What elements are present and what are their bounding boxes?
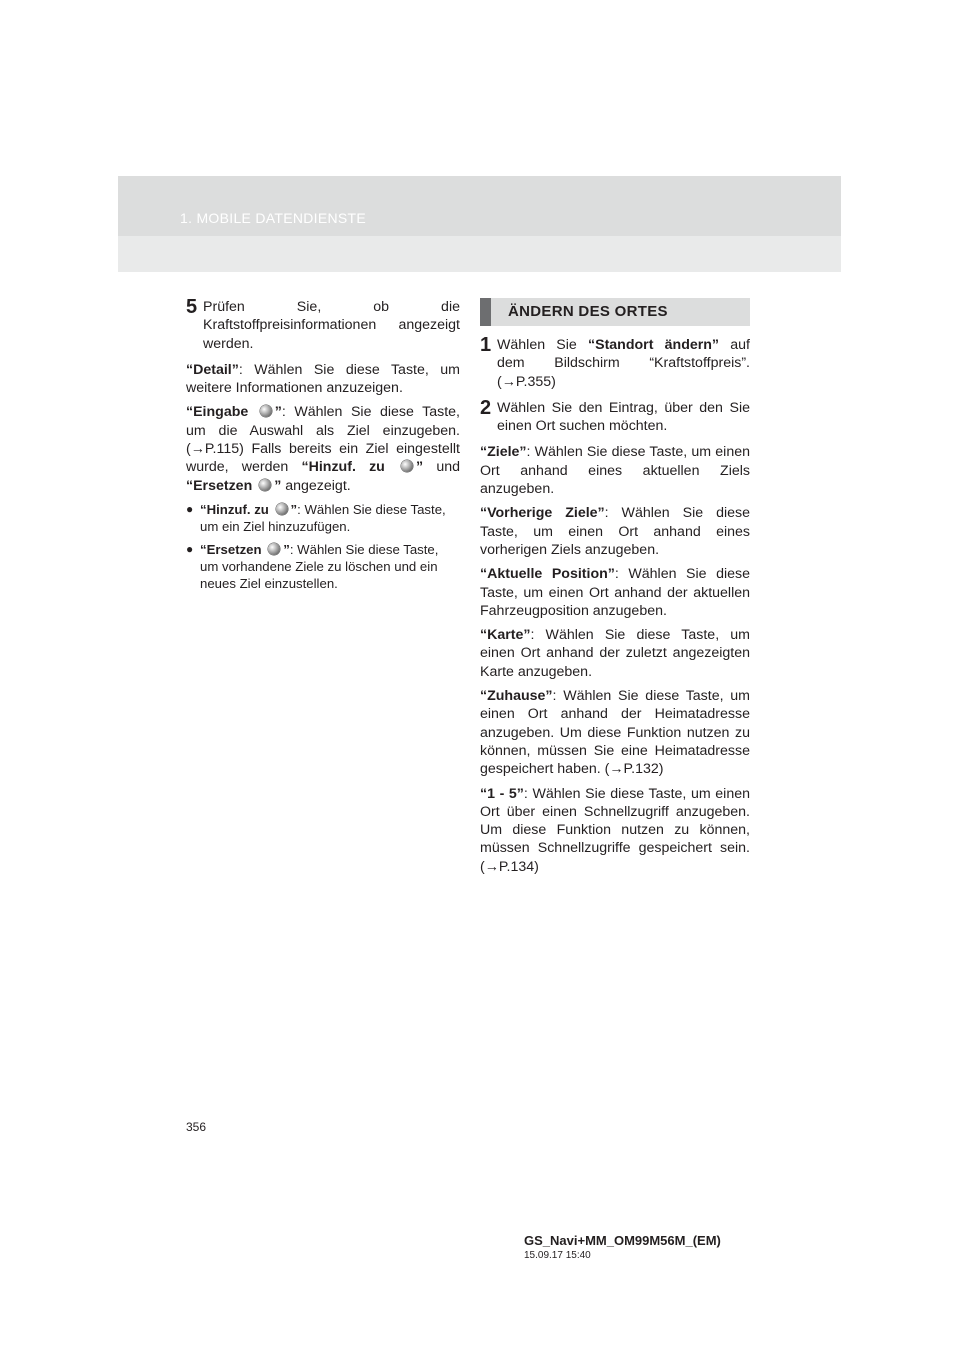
section-heading: ÄNDERN DES ORTES — [508, 302, 668, 320]
destination-disc-icon — [259, 479, 271, 491]
bullet-text: : Wählen Sie diese Taste, um vorhandene Ziele zu löschen und ein neues Ziel einzustellen. — [200, 541, 439, 591]
right-column — [480, 298, 750, 882]
bullet-text: : Wählen Sie diese Taste, um ein Ziel hinzuzufügen. — [200, 501, 446, 534]
option-paragraph — [480, 687, 750, 778]
option-paragraph — [480, 504, 750, 559]
bullet-item: ● “Ersetzen ”: Wählen Sie diese Taste, um vorhandene Ziele zu löschen und ein neues Ziel einzustellen. — [186, 541, 439, 591]
option-paragraph — [480, 565, 750, 620]
destination-disc-icon — [260, 405, 272, 417]
destination-disc-icon — [268, 543, 280, 555]
option-text: : Wählen Sie diese Taste, um einen Ort anhand eines vorherigen Ziels anzugeben. — [480, 505, 750, 558]
step-1 — [480, 336, 750, 391]
option-text: : Wählen Sie diese Taste, um einen Ort anhand eines aktuellen Ziels anzugeben. — [480, 444, 750, 498]
bullet-dot-icon: ● — [186, 541, 194, 556]
print-timestamp: 15.09.17 15:40 — [524, 1250, 591, 1261]
step-number: 2 — [480, 396, 492, 419]
detail-paragraph — [186, 361, 460, 398]
eingabe-text: : Wählen Sie diese Taste, um die Auswahl als Ziel einzugeben. (→P.115) — [186, 404, 460, 458]
und-text: und — [436, 459, 461, 476]
standort-label: “Standort ändern” — [588, 337, 720, 353]
step-number: 1 — [480, 334, 492, 356]
left-column — [186, 298, 460, 598]
option-text: : Wählen Sie diese Taste, um einen Ort anhand der Heimatadresse anzugeben. Um diese Funktion nutzen zu können, müssen Sie eine Heimatadresse gespeichert haben. (→P.132) — [480, 688, 750, 778]
step-text: Wählen Sie — [497, 337, 577, 353]
angezeigt-text: angezeigt. — [285, 477, 351, 494]
eingabe-text-2: Falls bereits ein Ziel eingestellt wurde, werden — [186, 441, 460, 476]
ersetzen-label: “Ersetzen ” — [186, 477, 282, 494]
eingabe-label: “Eingabe ” — [186, 404, 282, 421]
option-label: “Karte” — [480, 627, 531, 644]
step-text-post: auf dem Bildschirm “Kraftstoffpreis”. (→P.355) — [497, 337, 750, 390]
document-code: GS_Navi+MM_OM99M56M_(EM) — [524, 1233, 721, 1248]
header-band-lower — [118, 236, 841, 272]
option-paragraph — [480, 785, 750, 876]
step-2 — [480, 396, 750, 436]
page-number: 356 — [186, 1120, 207, 1134]
step-text: Wählen Sie den Eintrag, über den Sie einen Ort suchen möchten. — [497, 399, 750, 435]
step-text: Prüfen Sie, ob die Kraftstoffpreisinformationen angezeigt werden. — [203, 299, 460, 352]
eingabe-paragraph — [186, 403, 460, 494]
option-text: : Wählen Sie diese Taste, um einen Ort über einen Schnellzugriff anzugeben. Um diese Funktion nutzen zu können, müssen Schnellzugriffe gespeichert sein. (→P.134) — [480, 785, 751, 875]
step-5 — [186, 298, 460, 353]
bullet-item: ● “Hinzuf. zu ”: Wählen Sie diese Taste, um ein Ziel hinzuzufügen. — [186, 501, 446, 534]
destination-disc-icon — [401, 460, 413, 472]
section-heading-bar — [480, 298, 750, 326]
option-text: : Wählen Sie diese Taste, um einen Ort anhand der aktuellen Fahrzeugposition anzugeben. — [480, 566, 751, 619]
detail-text: : Wählen Sie diese Taste, um weitere Informationen anzuzeigen. — [186, 361, 460, 397]
option-label: “Ziele” — [480, 444, 527, 461]
option-paragraph — [480, 626, 750, 681]
detail-label: “Detail” — [186, 361, 239, 378]
section-title: 1. MOBILE DATENDIENSTE — [180, 210, 367, 226]
option-label: “1 - 5” — [480, 785, 524, 802]
option-label: “Vorherige Ziele” — [480, 505, 605, 522]
option-label: “Aktuelle Position” — [480, 566, 615, 583]
step-number: 5 — [186, 296, 198, 318]
option-paragraph — [480, 443, 750, 498]
option-text: : Wählen Sie diese Taste, um einen Ort anhand der zuletzt angezeigten Karte anzugeben. — [480, 627, 750, 680]
option-label: “Zuhause” — [480, 688, 553, 705]
bullet-dot-icon: ● — [186, 501, 194, 516]
heading-tab — [480, 298, 491, 326]
hinzuf-label: “Hinzuf. zu ” — [301, 459, 424, 476]
destination-disc-icon — [276, 503, 288, 515]
